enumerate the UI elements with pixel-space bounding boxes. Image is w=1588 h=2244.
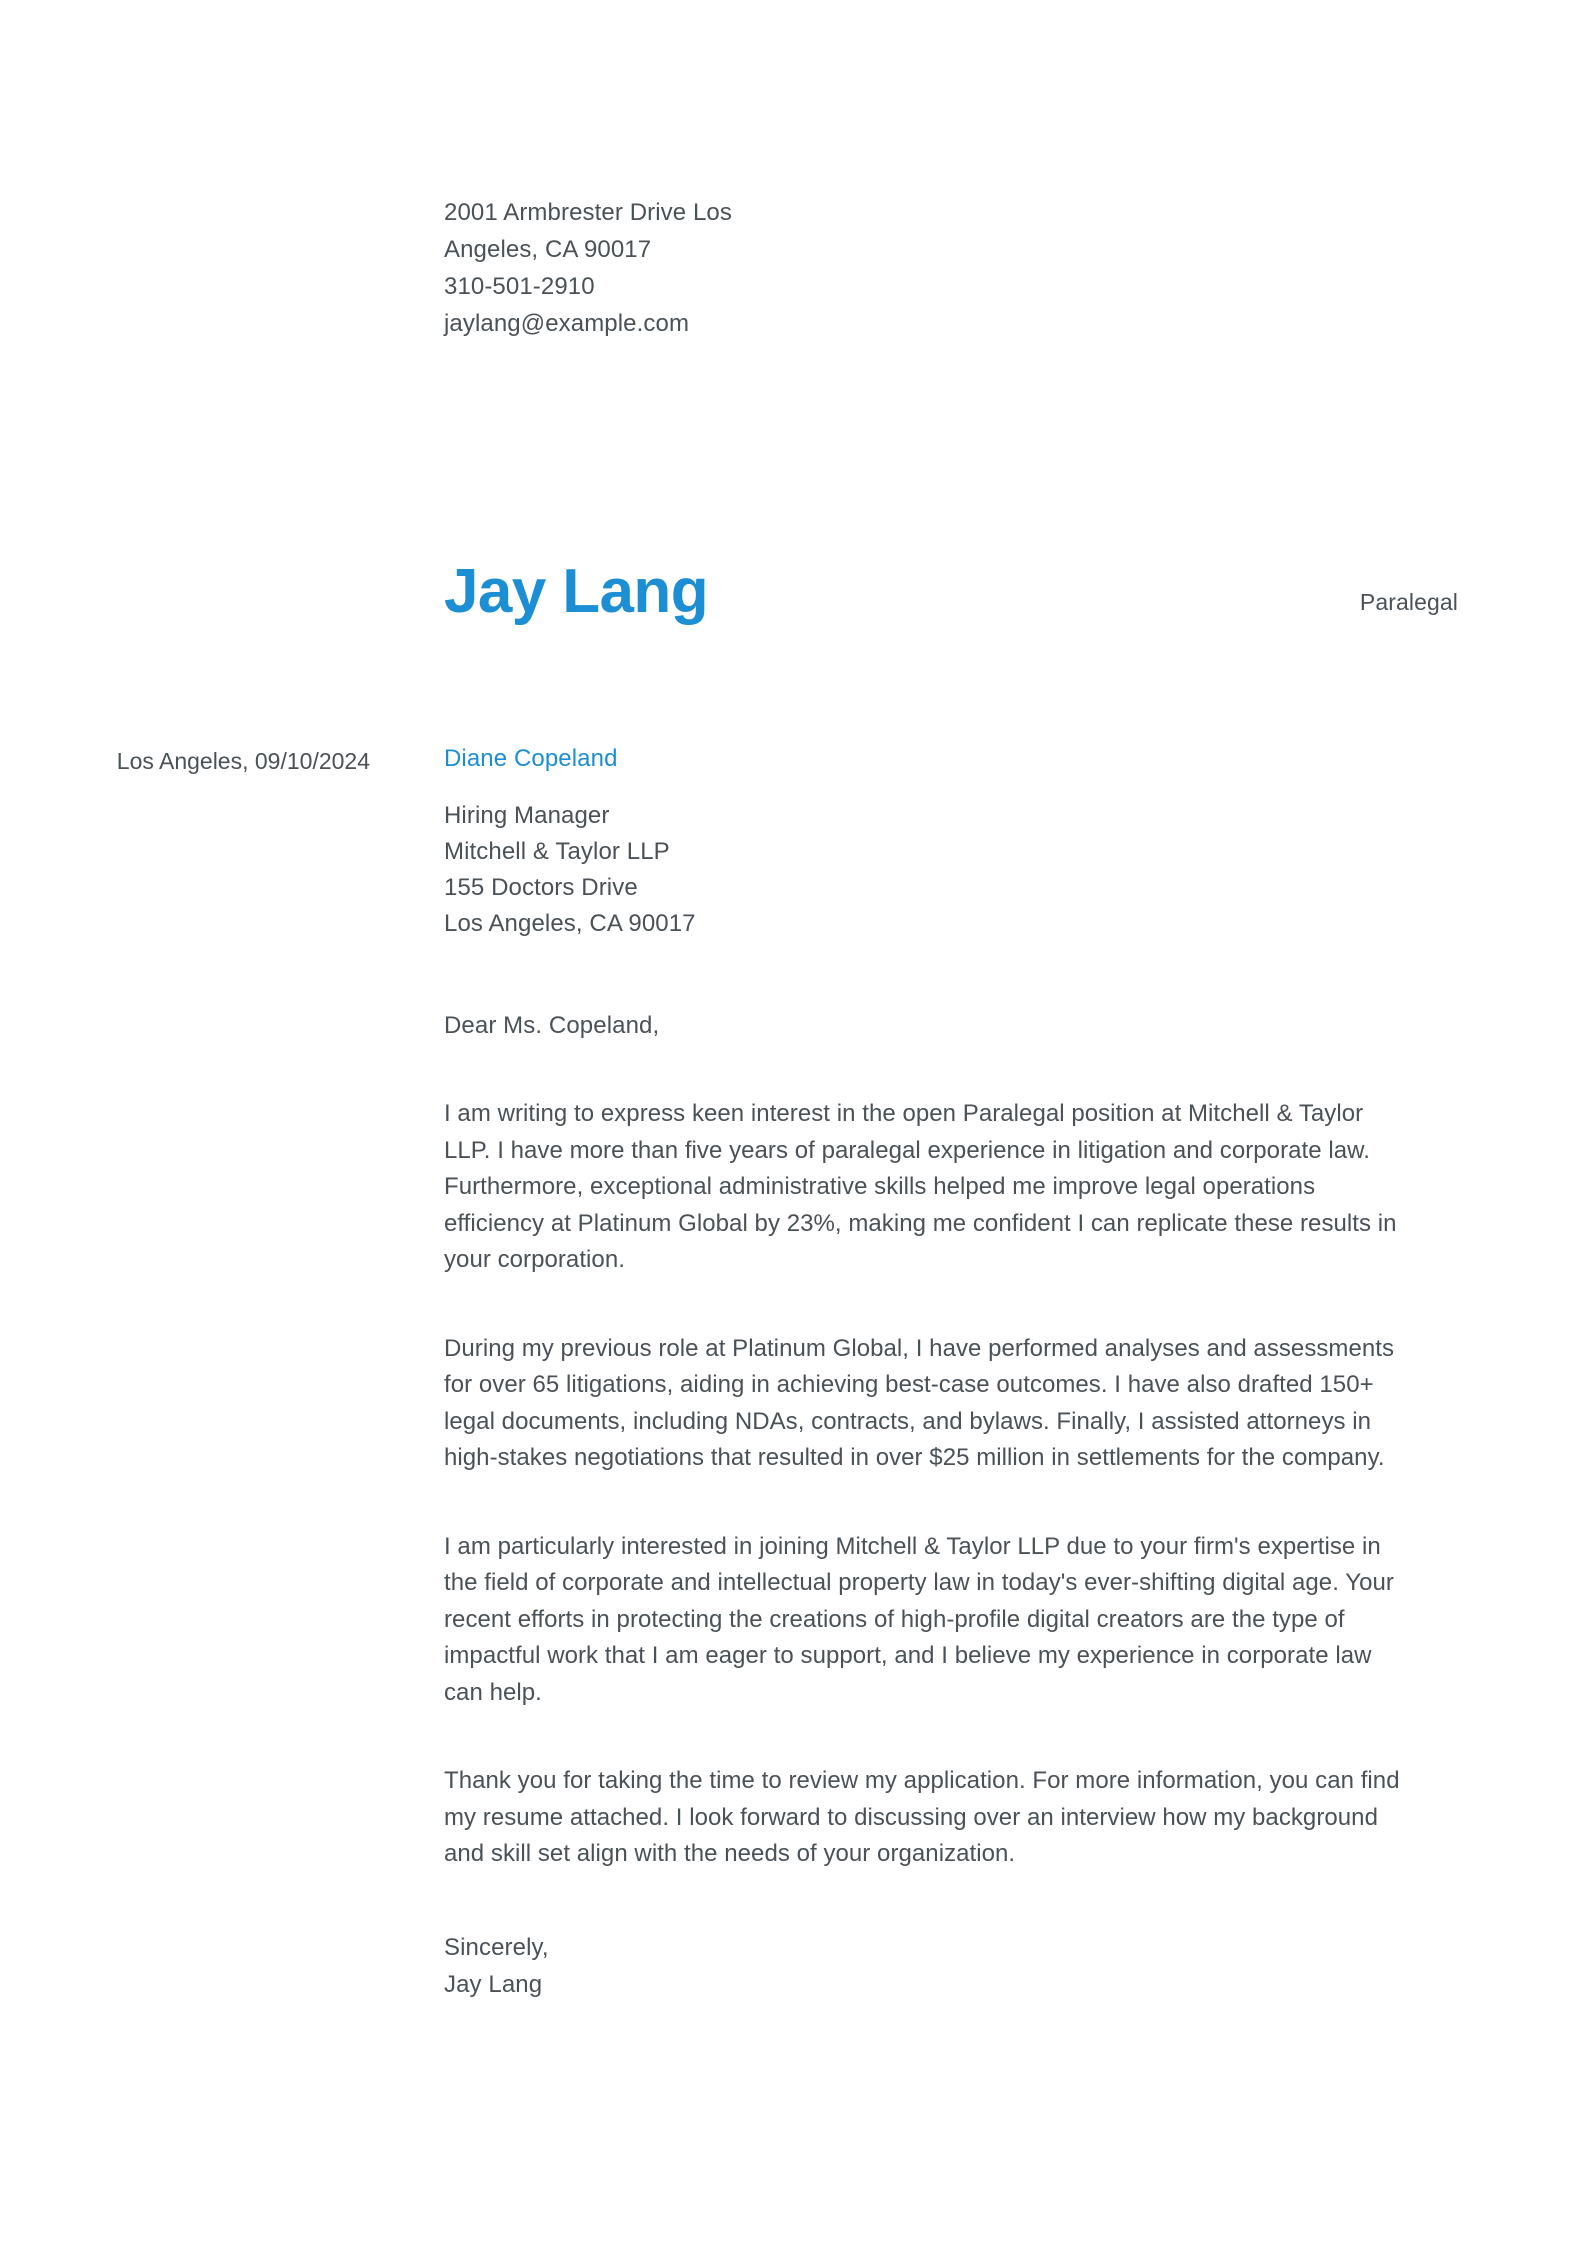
- candidate-role: Paralegal: [1359, 589, 1458, 615]
- letter-paragraph: Thank you for taking the time to review my application. For more information, you can find my resume attached. I look forward to discussing over an interview how my background and skill set align with the needs of your organization.: [444, 1767, 1400, 1867]
- sender-address-line: Angeles, CA 90017: [444, 236, 652, 263]
- recipient-city: Los Angeles, CA 90017: [444, 910, 696, 937]
- recipient-title: Hiring Manager: [444, 802, 610, 829]
- salutation: Dear Ms. Copeland,: [444, 1012, 660, 1039]
- recipient-street: 155 Doctors Drive: [444, 874, 638, 901]
- letter-closing: [444, 1929, 1409, 2003]
- recipient-name: Diane Copeland: [444, 745, 618, 772]
- recipient-company: Mitchell & Taylor LLP: [444, 838, 670, 865]
- candidate-name: Jay Lang: [444, 557, 708, 626]
- signature-name: Jay Lang: [444, 1970, 543, 1998]
- sender-phone: 310-501-2910: [444, 273, 595, 300]
- letterhead: [444, 558, 1458, 626]
- sender-email: jaylang@example.com: [444, 310, 690, 337]
- letter-paragraph: I am writing to express keen interest in the open Paralegal position at Mitchell & Taylor LLP. I have more than five years of paralegal experience in litigation and corporate law. Furthermore, exceptional administrative skills helped me improve legal operations efficiency at Platinum Global by 23%, making me confident I can replicate these results in your corporation.: [444, 1100, 1397, 1273]
- letter-body: [444, 742, 1409, 2003]
- sender-address-line: 2001 Armbrester Drive Los: [444, 199, 732, 226]
- sender-contact-block: [444, 194, 864, 342]
- sign-off: Sincerely,: [444, 1933, 549, 1961]
- place-and-date: Los Angeles, 09/10/2024: [116, 748, 370, 774]
- letter-paragraph: I am particularly interested in joining Mitchell & Taylor LLP due to your firm's expertise in the field of corporate and intellectual property law in today's ever-shifting digital age. Your recent efforts in protecting the creations of high-profile digital creators are the type of impactful work that I am eager to support, and I believe my experience in corporate law can help.: [444, 1532, 1394, 1706]
- letter-paragraph: During my previous role at Platinum Global, I have performed analyses and assessments for over 65 litigations, aiding in achieving best-case outcomes. I have also drafted 150+ legal documents, including NDAs, contracts, and bylaws. Finally, I assisted attorneys in high-stakes negotiations that resulted in over $25 million in settlements for the company.: [444, 1334, 1395, 1471]
